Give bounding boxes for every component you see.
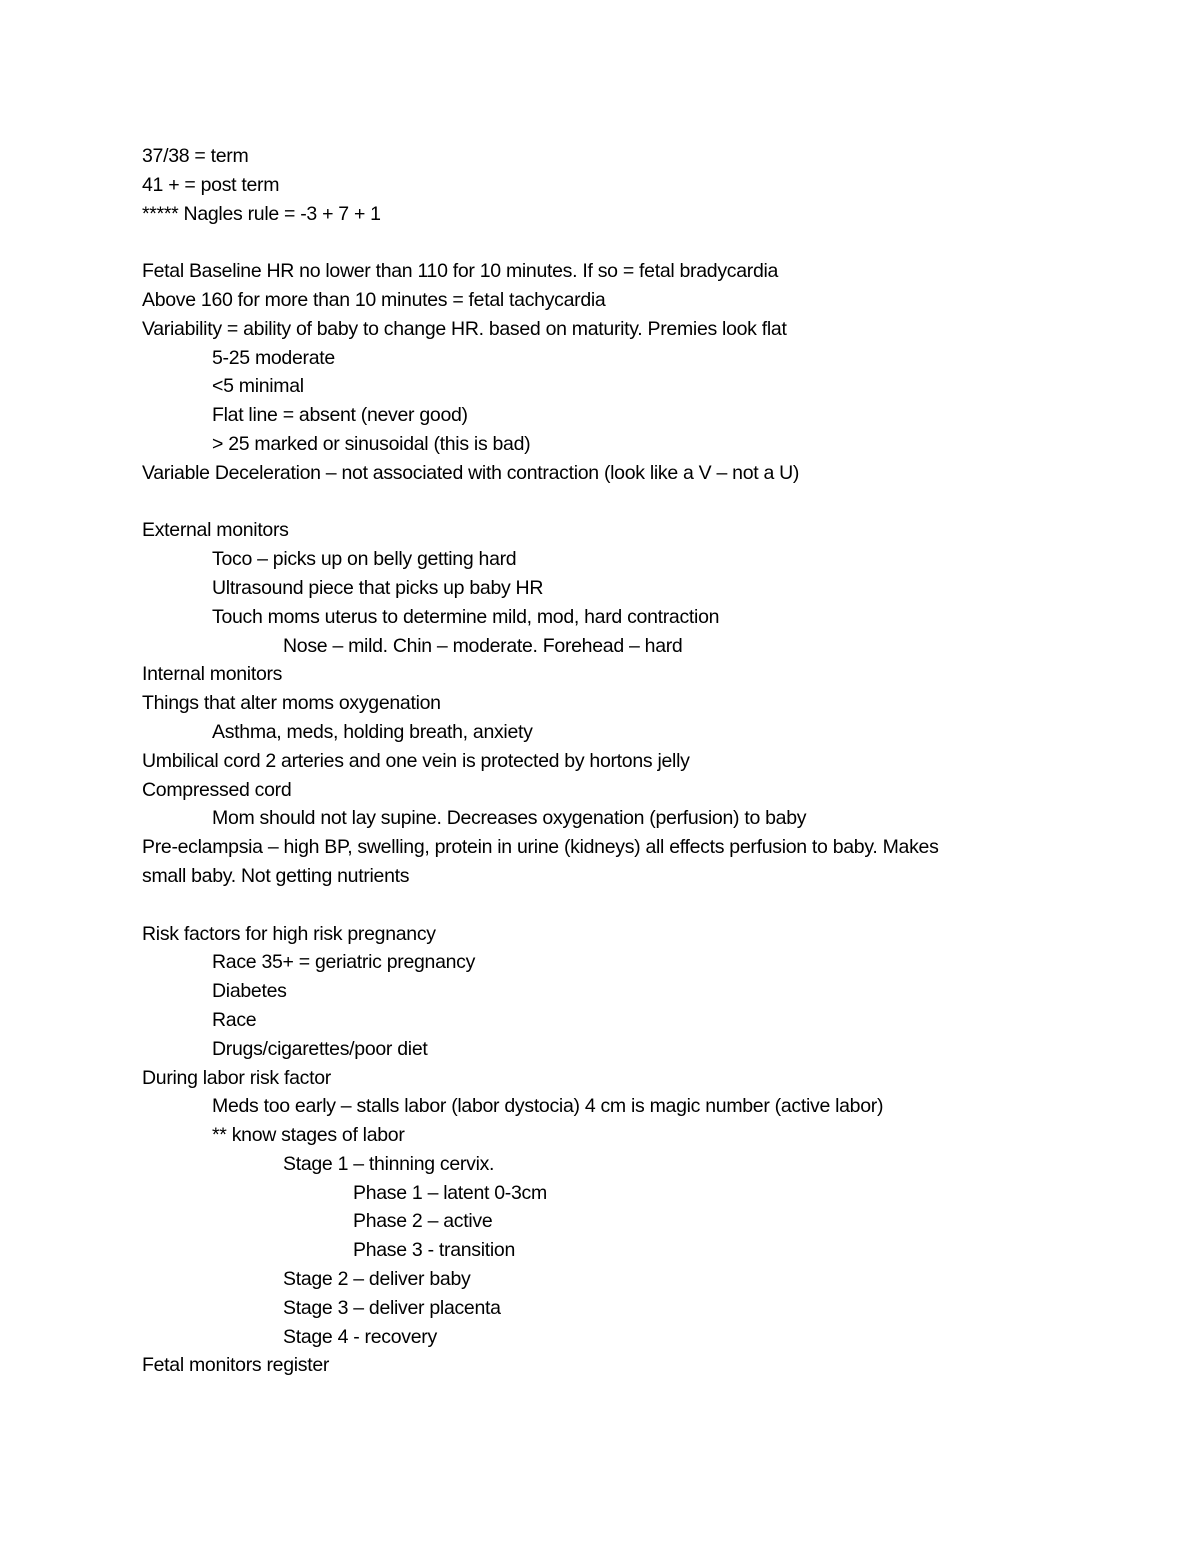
external-monitor-item: Touch moms uterus to determine mild, mod, hard contraction bbox=[212, 605, 720, 628]
stage-item: Stage 4 - recovery bbox=[283, 1325, 437, 1348]
variability-item: <5 minimal bbox=[212, 375, 304, 398]
stage-item: Stage 3 – deliver placenta bbox=[283, 1296, 501, 1319]
risk-factor-item: Race 35+ = geriatric pregnancy bbox=[212, 951, 476, 974]
external-monitor-item: Ultrasound piece that picks up baby HR bbox=[212, 576, 544, 599]
phase-item: Phase 3 - transition bbox=[353, 1239, 516, 1262]
compressed-cord-item: Mom should not lay supine. Decreases oxygenation (perfusion) to baby bbox=[212, 807, 807, 830]
umbilical-cord-line: Umbilical cord 2 arteries and one vein is protected by hortons jelly bbox=[142, 749, 690, 772]
phase-item: Phase 2 – active bbox=[353, 1210, 493, 1233]
oxygenation-heading: Things that alter moms oxygenation bbox=[142, 692, 441, 715]
stage-item: Stage 2 – deliver baby bbox=[283, 1268, 471, 1291]
risk-factor-item: Drugs/cigarettes/poor diet bbox=[212, 1037, 428, 1060]
risk-factors-heading: Risk factors for high risk pregnancy bbox=[142, 922, 436, 945]
know-stages-line: ** know stages of labor bbox=[212, 1124, 405, 1147]
oxygenation-item: Asthma, meds, holding breath, anxiety bbox=[212, 720, 533, 743]
nagles-rule-line: ***** Nagles rule = -3 + 7 + 1 bbox=[142, 202, 381, 225]
preeclampsia-line-continued: small baby. Not getting nutrients bbox=[142, 864, 410, 887]
phase-item: Phase 1 – latent 0-3cm bbox=[353, 1181, 547, 1204]
blank-line bbox=[142, 891, 1142, 920]
variability-line: Variability = ability of baby to change HR. based on maturity. Premies look flat bbox=[142, 317, 787, 340]
stage-1-line: Stage 1 – thinning cervix. bbox=[283, 1152, 495, 1175]
fetal-baseline-line: Fetal Baseline HR no lower than 110 for 10 minutes. If so = fetal bradycardia bbox=[142, 260, 779, 283]
blank-line bbox=[142, 488, 1142, 517]
risk-factor-item: Diabetes bbox=[212, 980, 287, 1003]
term-line: 37/38 = term bbox=[142, 145, 249, 167]
tachycardia-line: Above 160 for more than 10 minutes = fetal tachycardia bbox=[142, 288, 606, 311]
preeclampsia-line: Pre-eclampsia – high BP, swelling, protein in urine (kidneys) all effects perfusion to baby. Makes bbox=[142, 836, 939, 859]
labor-risk-heading: During labor risk factor bbox=[142, 1066, 331, 1089]
meds-too-early-line: Meds too early – stalls labor (labor dystocia) 4 cm is magic number (active labor) bbox=[212, 1095, 884, 1118]
external-monitors-heading: External monitors bbox=[142, 519, 289, 542]
fetal-monitors-register-line: Fetal monitors register bbox=[142, 1354, 330, 1377]
risk-factor-item: Race bbox=[212, 1008, 257, 1031]
blank-line bbox=[142, 228, 1142, 257]
external-monitor-item: Toco – picks up on belly getting hard bbox=[212, 548, 517, 571]
notes-body bbox=[142, 142, 1142, 1380]
post-term-line: 41 + = post term bbox=[142, 173, 280, 196]
variable-deceleration-line: Variable Deceleration – not associated with contraction (look like a V – not a U) bbox=[142, 461, 800, 484]
variability-item: Flat line = absent (never good) bbox=[212, 404, 468, 427]
variability-item: > 25 marked or sinusoidal (this is bad) bbox=[212, 432, 531, 455]
variability-item: 5-25 moderate bbox=[212, 346, 335, 369]
compressed-cord-heading: Compressed cord bbox=[142, 778, 292, 801]
contraction-scale-line: Nose – mild. Chin – moderate. Forehead – hard bbox=[283, 634, 683, 657]
internal-monitors-heading: Internal monitors bbox=[142, 663, 283, 686]
